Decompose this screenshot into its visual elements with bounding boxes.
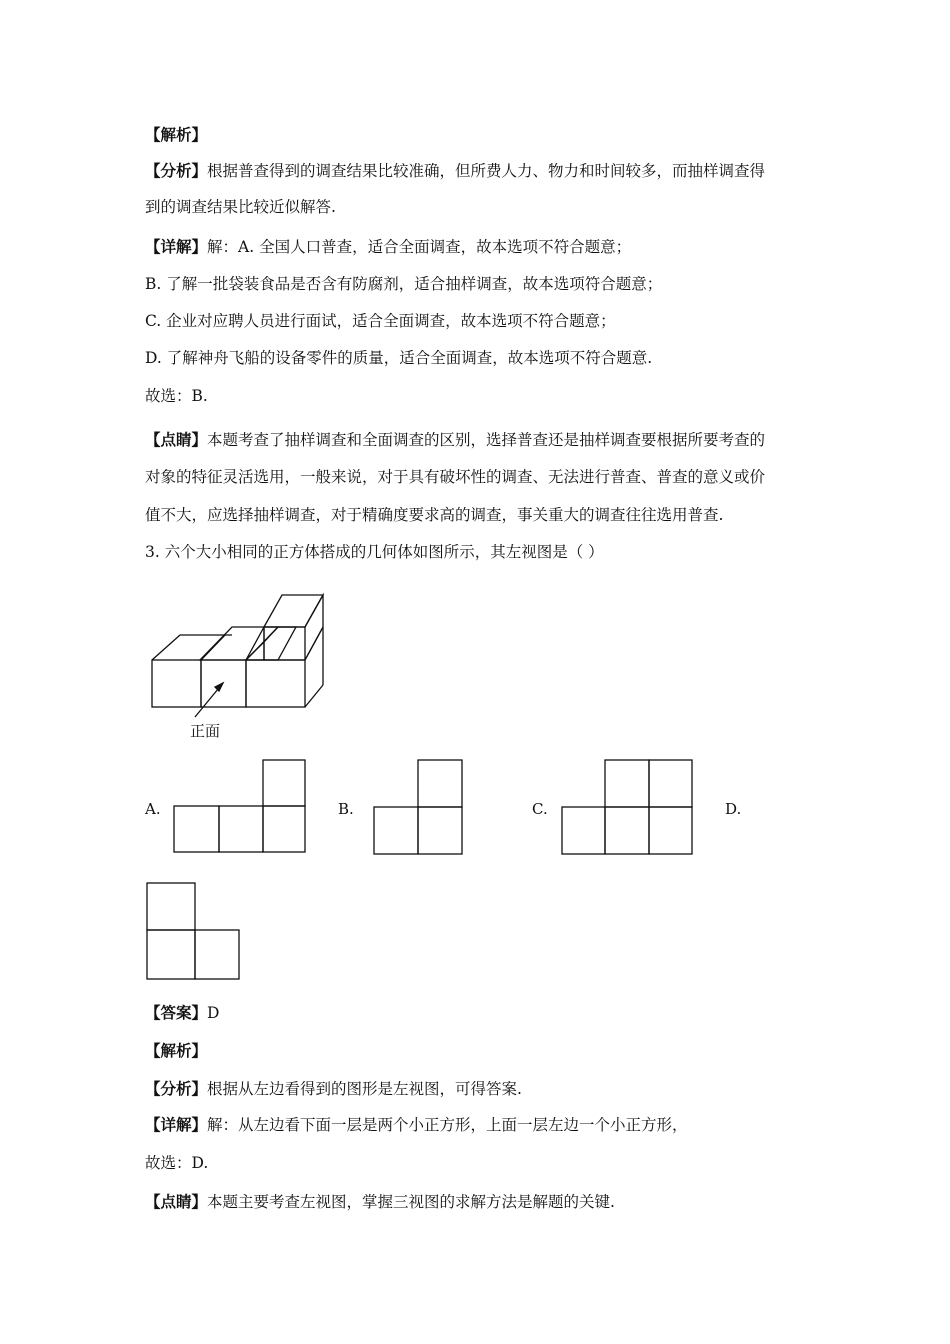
comment-text-cont-1: 对象的特征灵活选用，一般来说，对于具有破坏性的调查、无法进行普查、普查的意义或价 [145, 468, 766, 486]
square [649, 760, 692, 807]
arrow-head-icon [215, 683, 223, 691]
detail-tag-2: 【详解】 [145, 1116, 208, 1134]
square [562, 807, 605, 854]
square [649, 807, 692, 854]
cube-edge [305, 595, 323, 627]
square [605, 807, 649, 854]
option-d-figure[interactable] [145, 881, 241, 981]
square [147, 930, 195, 979]
detail-line-2 [145, 1115, 688, 1135]
answer-value: D [207, 1004, 220, 1022]
analysis-text-2: 根据从左边看得到的图形是左视图，可得答案. [207, 1080, 522, 1098]
comment-line-2 [145, 1192, 615, 1212]
square [605, 760, 649, 807]
square [418, 807, 462, 854]
cube-edge [305, 685, 323, 707]
analysis-tag-2: 【分析】 [145, 1080, 208, 1098]
conclusion: 故选：B. [145, 387, 208, 405]
comment-line [145, 430, 765, 450]
option-a-label[interactable]: A. [145, 800, 161, 818]
detail-text-2: 解：从左边看下面一层是两个小正方形，上面一层左边一个小正方形， [207, 1116, 688, 1134]
square [374, 807, 418, 854]
square [263, 760, 305, 806]
analysis-line-2 [145, 1079, 522, 1099]
analysis-heading-2: 【解析】 [145, 1042, 208, 1060]
square [418, 760, 462, 807]
detail-tag: 【详解】 [145, 238, 208, 256]
comment-text-2: 本题主要考查左视图，掌握三视图的求解方法是解题的关键. [207, 1193, 615, 1211]
option-b-label[interactable]: B. [338, 800, 354, 818]
cube-front-face [246, 660, 305, 707]
analysis-text: 根据普查得到的调查结果比较准确，但所费人力、物力和时间较多，而抽样调查得 [207, 162, 766, 180]
question-3: 3. 六个大小相同的正方体搭成的几何体如图所示，其左视图是（ ） [145, 543, 604, 561]
square [195, 930, 239, 979]
cube-front-face [152, 660, 201, 707]
analysis-heading: 【解析】 [145, 126, 208, 144]
option-b-explanation: B. 了解一批袋装食品是否含有防腐剂，适合抽样调查，故本选项符合题意； [145, 275, 663, 293]
square [263, 806, 305, 852]
square [174, 806, 219, 852]
option-d-label[interactable]: D. [725, 800, 742, 818]
front-label: 正面 [190, 722, 221, 740]
comment-tag-2: 【点睛】 [145, 1193, 208, 1211]
option-d-explanation: D. 了解神舟飞船的设备零件的质量，适合全面调查，故本选项不符合题意. [145, 349, 653, 367]
detail-text: 解：A. 全国人口普查，适合全面调查，故本选项不符合题意； [207, 238, 632, 256]
comment-text: 本题考查了抽样调查和全面调查的区别，选择普查还是抽样调查要根据所要考查的 [207, 431, 766, 449]
option-a-figure[interactable] [172, 758, 307, 854]
comment-text-cont-2: 值不大，应选择抽样调查，对于精确度要求高的调查，事关重大的调查往往选用普查. [145, 506, 724, 524]
conclusion-2: 故选：D. [145, 1154, 209, 1172]
comment-tag: 【点睛】 [145, 431, 208, 449]
cube-top-face [200, 627, 278, 660]
answer-line [145, 1003, 219, 1023]
analysis-line [145, 161, 765, 181]
option-c-label[interactable]: C. [532, 800, 548, 818]
option-c-explanation: C. 企业对应聘人员进行面试，适合全面调查，故本选项不符合题意； [145, 312, 616, 330]
cube-edge [305, 627, 323, 660]
option-c-figure[interactable] [560, 758, 694, 856]
square [147, 883, 195, 930]
option-b-figure[interactable] [372, 758, 464, 856]
cube-face [264, 627, 305, 660]
cube-edge [201, 635, 225, 660]
cube-top-face [246, 627, 296, 660]
answer-tag: 【答案】 [145, 1004, 208, 1022]
cube-front-face [201, 660, 246, 707]
analysis-tag: 【分析】 [145, 162, 208, 180]
square [219, 806, 263, 852]
detail-line [145, 237, 631, 257]
analysis-text-cont: 到的调查结果比较近似解答. [145, 198, 336, 216]
